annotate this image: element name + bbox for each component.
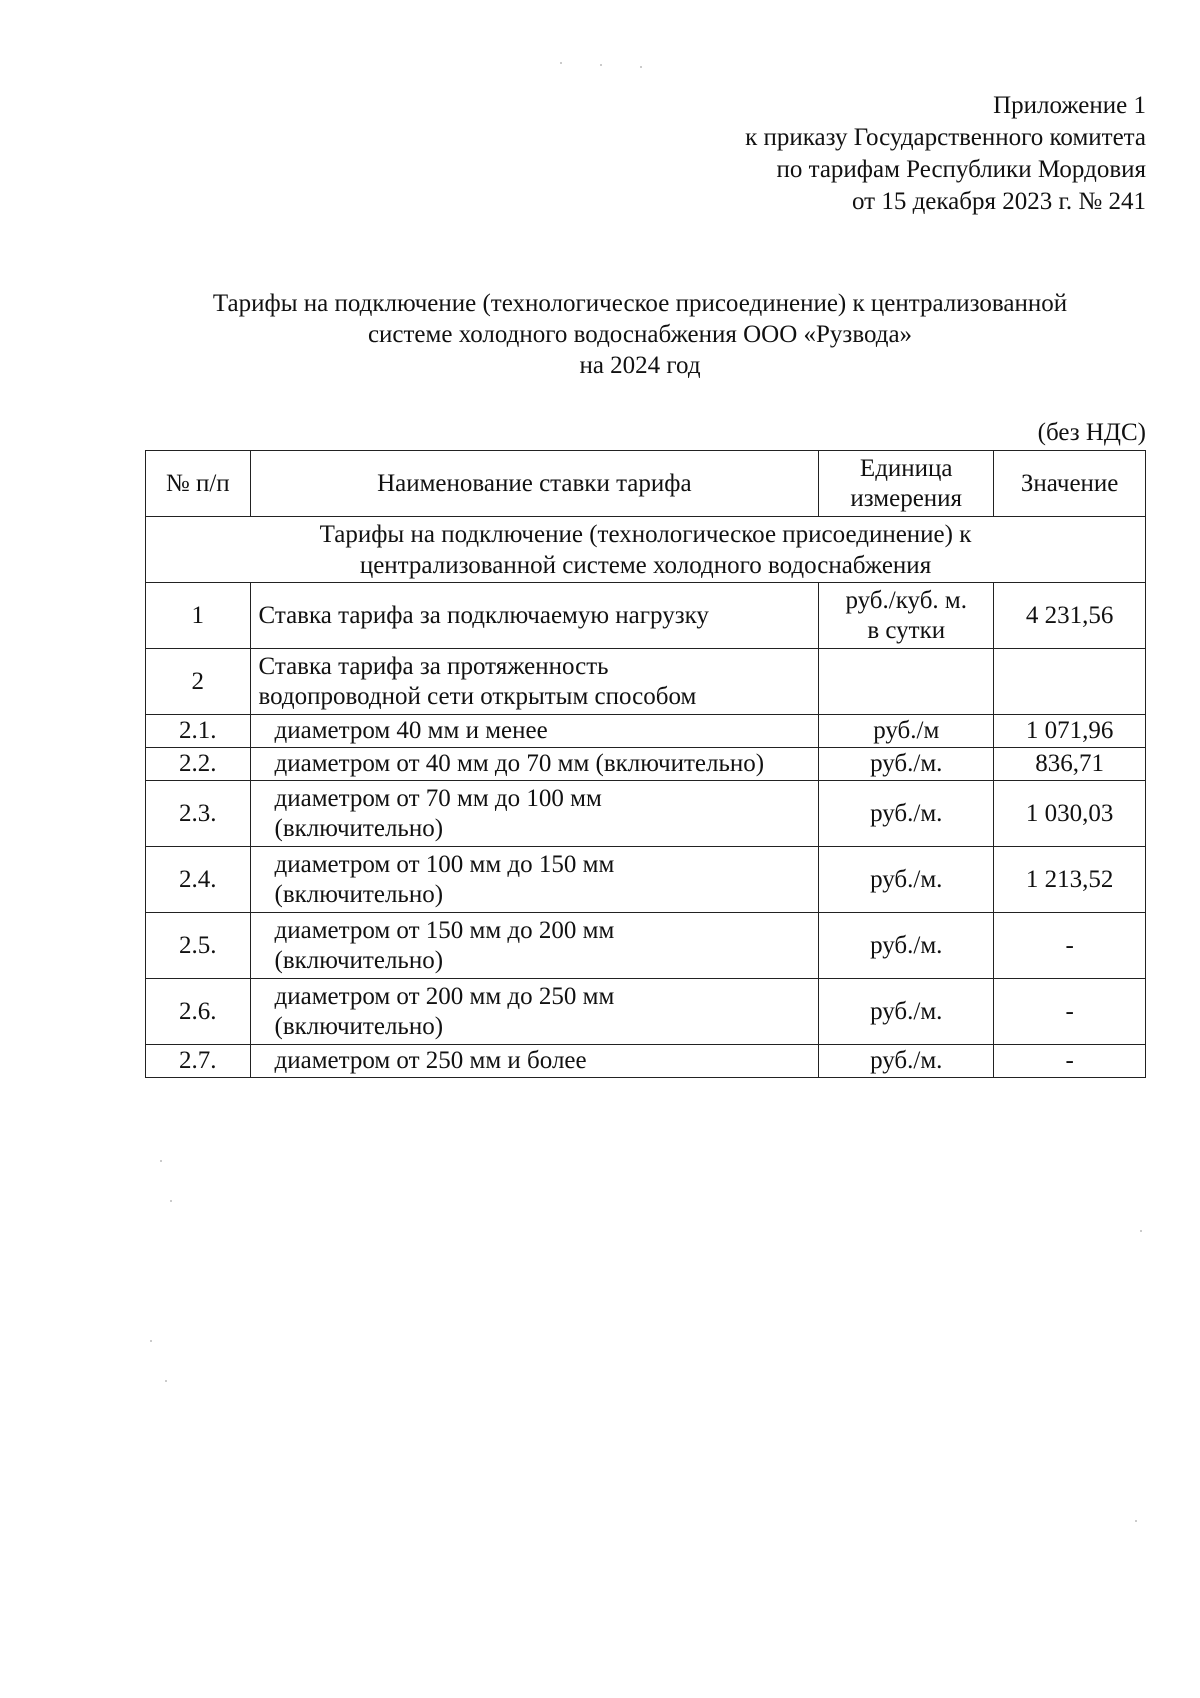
row-name: диаметром от 250 мм и более xyxy=(250,1045,819,1078)
scan-speck xyxy=(1140,1230,1142,1232)
header-value: Значение xyxy=(994,451,1146,517)
appendix-line: по тарифам Республики Мордовия xyxy=(776,156,1146,183)
scan-speck xyxy=(170,1200,172,1202)
row-name-line: диаметром от 200 мм до 250 мм xyxy=(274,982,615,1010)
row-value: 1 030,03 xyxy=(994,781,1146,847)
row-unit-line: руб./куб. м. xyxy=(845,586,967,614)
header-num: № п/п xyxy=(146,451,251,517)
row-name: диаметром от 40 мм до 70 мм (включительно) xyxy=(250,748,819,781)
scan-speck xyxy=(165,1380,167,1382)
row-name-line: (включительно) xyxy=(274,1012,444,1040)
row-value: 836,71 xyxy=(994,748,1146,781)
row-value: 4 231,56 xyxy=(994,583,1146,649)
row-name: диаметром 40 мм и менее xyxy=(250,715,819,748)
header-unit xyxy=(819,451,994,517)
row-unit: руб./м. xyxy=(819,1045,994,1078)
scan-speck xyxy=(160,1160,162,1162)
appendix-header xyxy=(745,90,1146,218)
row-num: 2.3. xyxy=(146,781,251,847)
appendix-line: Приложение 1 xyxy=(993,92,1146,119)
row-num: 2.2. xyxy=(146,748,251,781)
row-name-line: диаметром от 100 мм до 150 мм xyxy=(274,850,615,878)
row-name xyxy=(250,979,819,1045)
header-name: Наименование ставки тарифа xyxy=(250,451,819,517)
row-name-line: диаметром от 70 мм до 100 мм xyxy=(274,784,602,812)
title-line: на 2024 год xyxy=(579,352,701,379)
scan-speck xyxy=(600,64,602,66)
row-unit: руб./м xyxy=(819,715,994,748)
row-name-line: Ставка тарифа за протяженность xyxy=(258,652,609,680)
table-row xyxy=(146,847,1146,913)
row-num: 2.6. xyxy=(146,979,251,1045)
row-unit: руб./м. xyxy=(819,979,994,1045)
row-value: 1 071,96 xyxy=(994,715,1146,748)
row-num: 2 xyxy=(146,649,251,715)
row-value: - xyxy=(994,979,1146,1045)
row-num: 2.4. xyxy=(146,847,251,913)
row-name xyxy=(250,913,819,979)
row-value xyxy=(994,649,1146,715)
section-heading xyxy=(146,517,1146,583)
row-unit-line: в сутки xyxy=(867,616,946,644)
row-name-line: (включительно) xyxy=(274,946,444,974)
row-unit: руб./м. xyxy=(819,913,994,979)
row-unit xyxy=(819,649,994,715)
row-name-line: (включительно) xyxy=(274,814,444,842)
scan-speck xyxy=(640,66,642,68)
table-row xyxy=(146,979,1146,1045)
row-name-line: (включительно) xyxy=(274,880,444,908)
table-row xyxy=(146,748,1146,781)
row-name xyxy=(250,847,819,913)
vat-note: (без НДС) xyxy=(1037,419,1146,446)
table-row xyxy=(146,715,1146,748)
title-line: Тарифы на подключение (технологическое присоединение) к централизованной xyxy=(212,290,1068,317)
row-value: 1 213,52 xyxy=(994,847,1146,913)
row-name: Ставка тарифа за подключаемую нагрузку xyxy=(250,583,819,649)
row-name-line: водопроводной сети открытым способом xyxy=(258,682,697,710)
table-row xyxy=(146,913,1146,979)
table-row xyxy=(146,781,1146,847)
row-unit: руб./м. xyxy=(819,748,994,781)
document-title xyxy=(140,288,1140,381)
section-row xyxy=(146,517,1146,583)
scan-speck xyxy=(560,62,562,64)
scan-speck xyxy=(1135,1520,1137,1522)
row-name xyxy=(250,649,819,715)
row-name xyxy=(250,781,819,847)
row-num: 2.1. xyxy=(146,715,251,748)
appendix-line: к приказу Государственного комитета xyxy=(745,124,1146,151)
section-heading-line: Тарифы на подключение (технологическое присоединение) к xyxy=(319,520,972,548)
row-num: 2.7. xyxy=(146,1045,251,1078)
tariff-table xyxy=(145,450,1146,1078)
scan-speck xyxy=(150,1340,152,1342)
table-header-row xyxy=(146,451,1146,517)
row-name-line: диаметром от 150 мм до 200 мм xyxy=(274,916,615,944)
row-value: - xyxy=(994,913,1146,979)
row-num: 1 xyxy=(146,583,251,649)
section-heading-line: централизованной системе холодного водоснабжения xyxy=(359,551,932,579)
row-value: - xyxy=(994,1045,1146,1078)
row-unit: руб./м. xyxy=(819,847,994,913)
row-num: 2.5. xyxy=(146,913,251,979)
row-unit xyxy=(819,583,994,649)
header-unit-line: Единица xyxy=(859,454,953,482)
table-row xyxy=(146,1045,1146,1078)
header-unit-line: измерения xyxy=(850,484,963,512)
title-line: системе холодного водоснабжения ООО «Рузвода» xyxy=(367,321,913,348)
row-unit: руб./м. xyxy=(819,781,994,847)
appendix-line: от 15 декабря 2023 г. № 241 xyxy=(851,188,1146,215)
table-row xyxy=(146,649,1146,715)
table-row xyxy=(146,583,1146,649)
